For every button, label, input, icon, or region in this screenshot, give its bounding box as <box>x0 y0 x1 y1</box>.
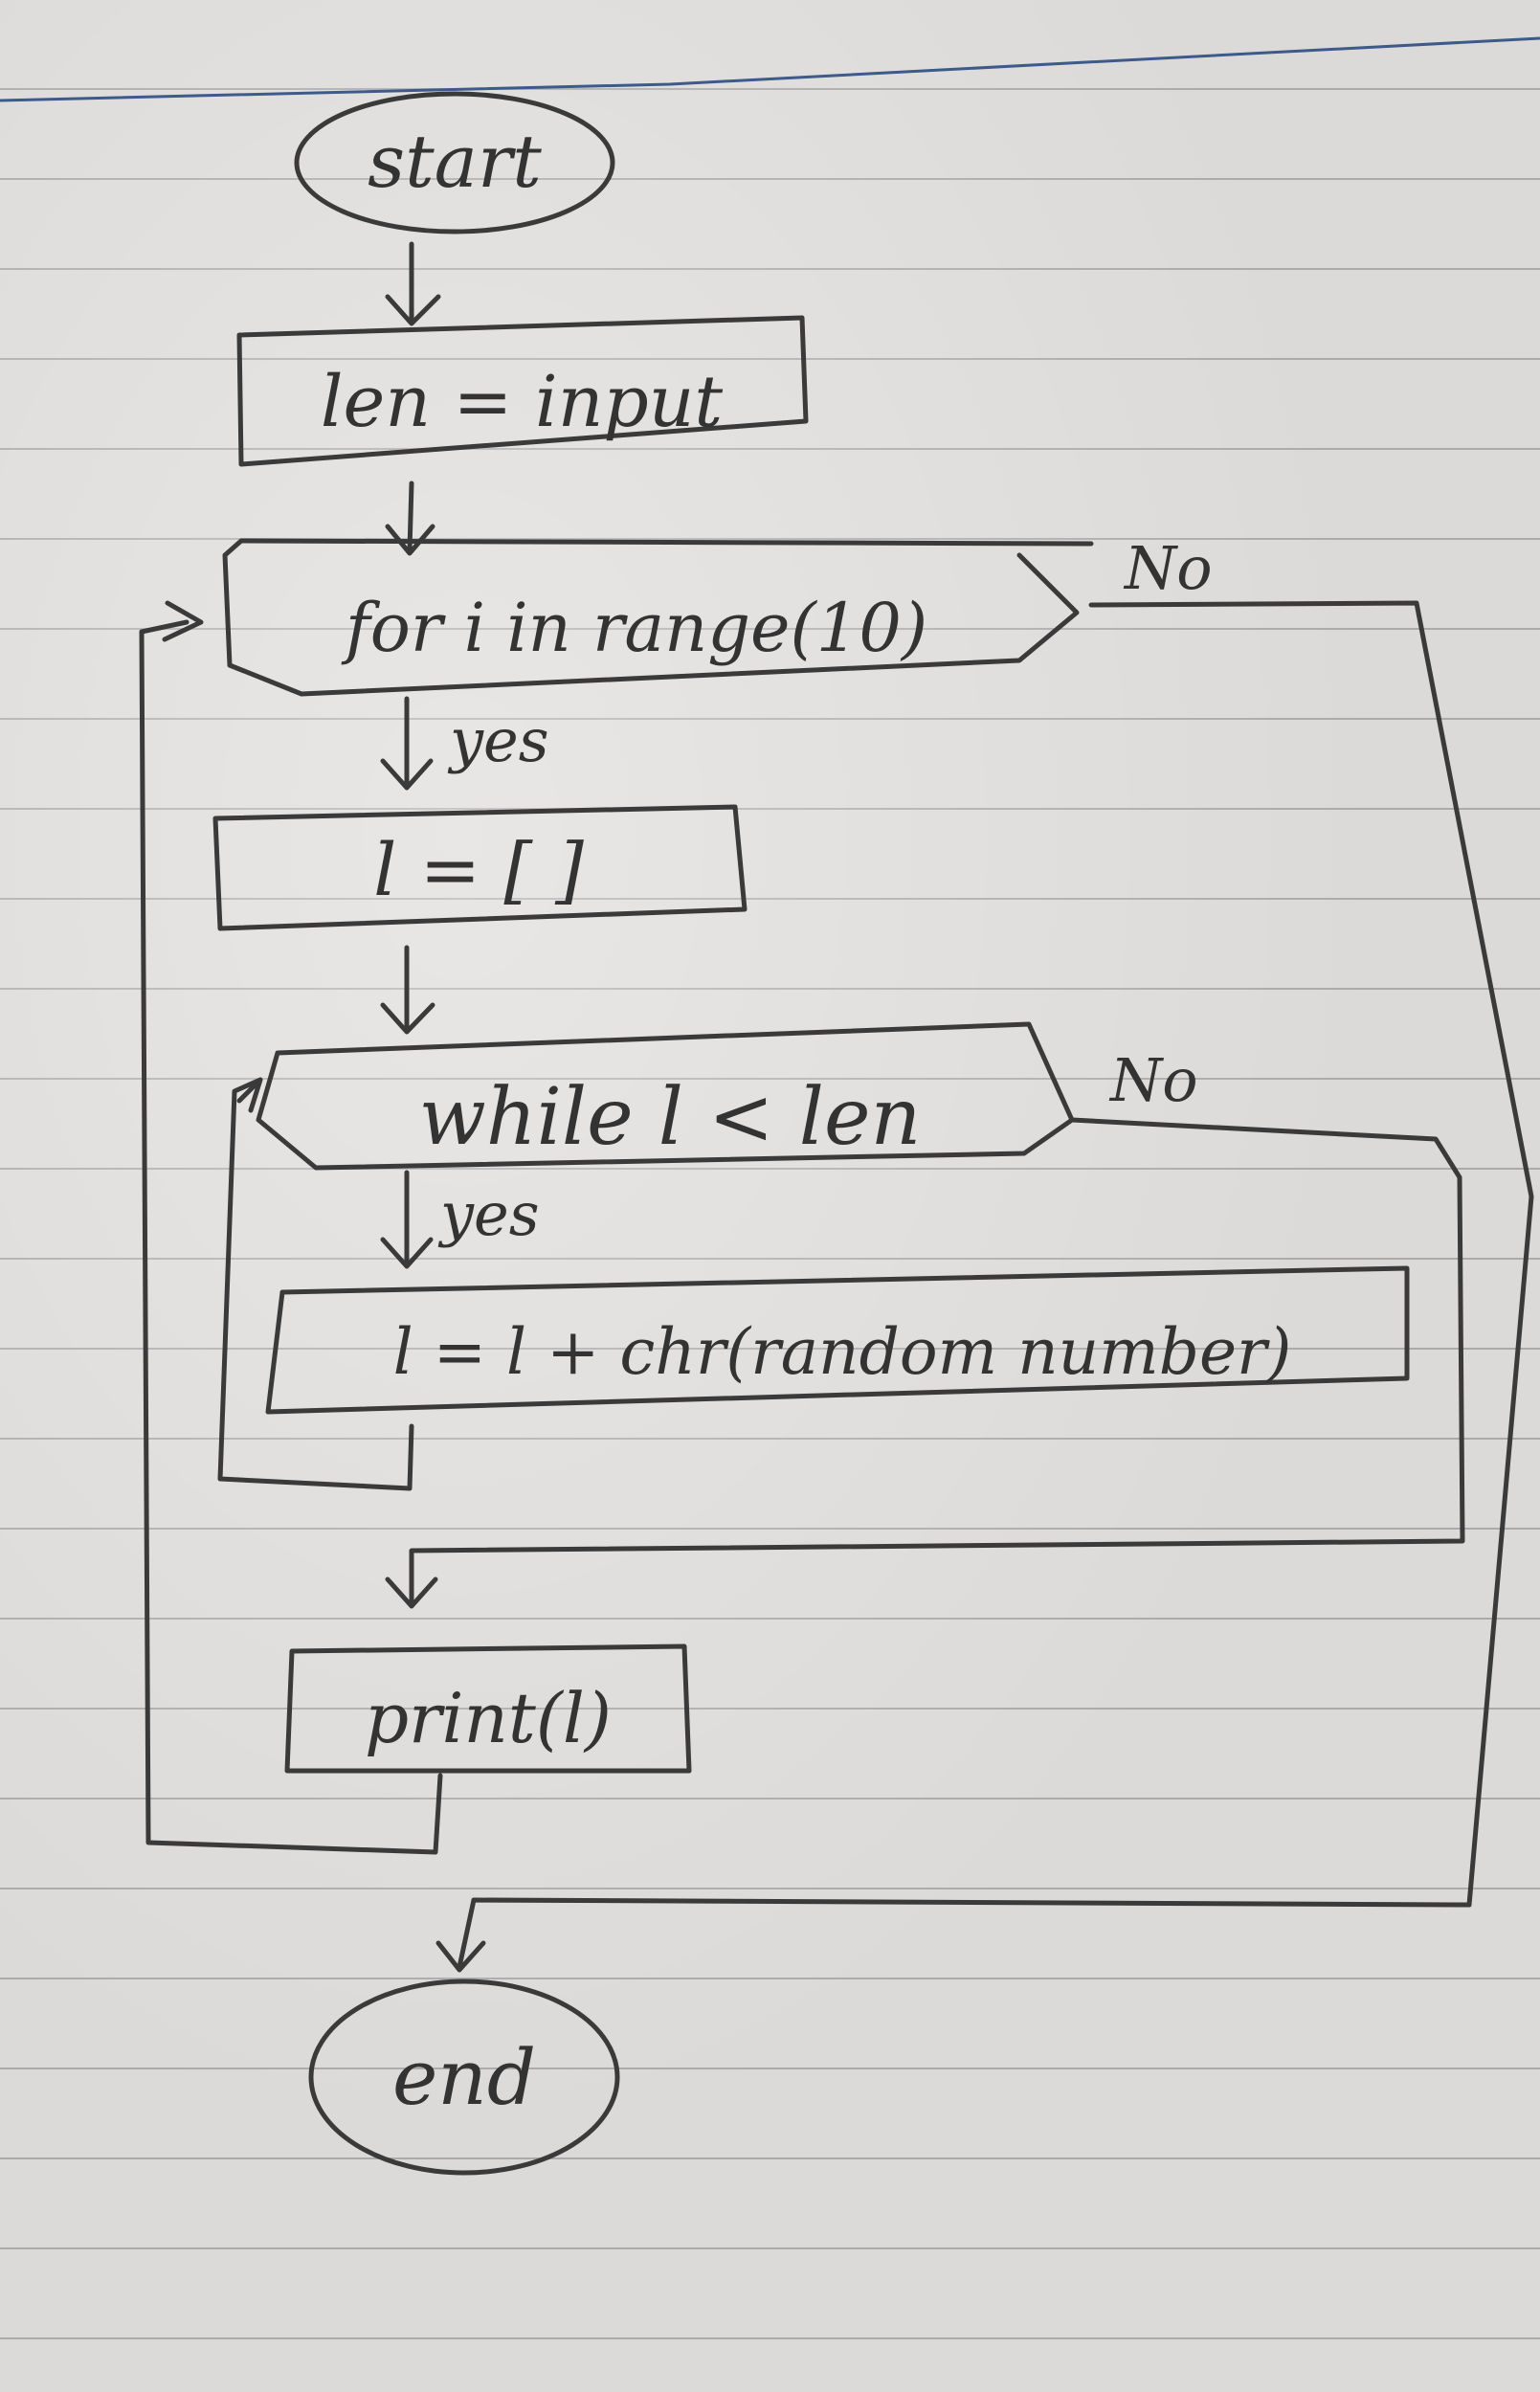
start-node <box>297 94 613 232</box>
end-node <box>311 1981 617 2173</box>
arrow-start-to-input <box>388 244 438 324</box>
while-no-label: No <box>1110 1045 1198 1115</box>
print-label: print(l) <box>364 1678 613 1758</box>
start-label: start <box>368 119 542 204</box>
append-node <box>268 1268 1407 1412</box>
while-loop-node <box>258 1024 1198 1168</box>
while-loop-label: while l < len <box>418 1072 922 1163</box>
for-loop-label: for i in range(10) <box>345 589 928 667</box>
append-label: l = l + chr(random number) <box>392 1315 1292 1389</box>
init-list-node <box>215 807 745 928</box>
notebook-top-rule <box>0 38 1540 101</box>
arrow-while-yes <box>383 1173 431 1266</box>
for-yes-label: yes <box>450 705 549 775</box>
init-list-label: l = [ ] <box>373 827 584 912</box>
arrow-for-yes <box>383 699 431 788</box>
while-yes-label: yes <box>440 1179 540 1249</box>
input-label: len = input <box>320 361 724 443</box>
end-label: end <box>391 2033 537 2122</box>
for-no-label: No <box>1125 533 1213 603</box>
print-node <box>287 1646 689 1771</box>
for-loop-node <box>225 533 1213 694</box>
arrow-init-to-while <box>383 948 433 1032</box>
while-loop-back-edge <box>220 1080 412 1488</box>
input-node <box>239 318 806 464</box>
